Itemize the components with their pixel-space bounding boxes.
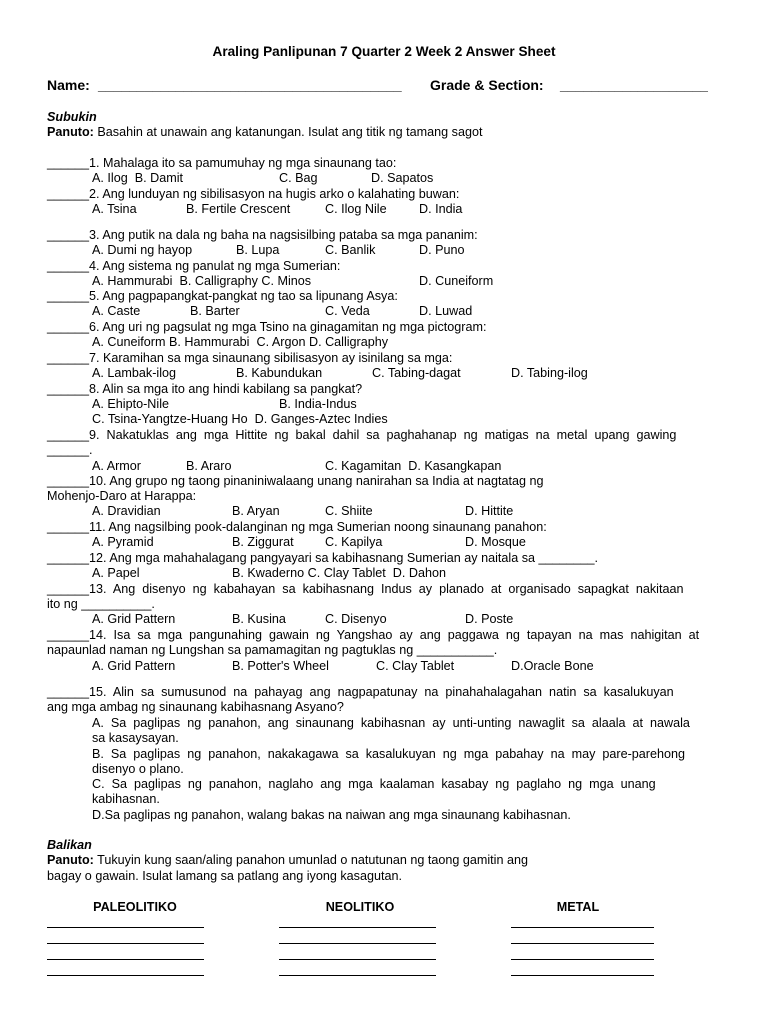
q9-choice-b: B. Araro: [186, 459, 232, 473]
name-label: Name:: [47, 77, 90, 93]
q5-choice-d: D. Luwad: [419, 304, 473, 318]
name-blank[interactable]: _______________________________________: [98, 77, 402, 93]
panuto-label: Panuto:: [47, 125, 94, 139]
q1-choice-d: D. Sapatos: [371, 171, 434, 185]
q5-choice-a: A. Caste: [92, 304, 141, 318]
q11-choice-c: C. Kapilya: [325, 535, 383, 549]
q12-choice-b-d: B. Kwaderno C. Clay Tablet D. Dahon: [232, 566, 446, 580]
paleolitiko-blank[interactable]: [47, 975, 204, 976]
q7-choice-d: D. Tabing-ilog: [511, 366, 588, 380]
q9-choice-c-d: C. Kagamitan D. Kasangkapan: [325, 459, 502, 473]
paleolitiko-blank[interactable]: [47, 927, 204, 928]
q5-choice-c: C. Veda: [325, 304, 370, 318]
question-13-cont: ito ng __________.: [47, 597, 155, 611]
q14-choice-d: D.Oracle Bone: [511, 659, 594, 673]
q3-choice-a: A. Dumi ng hayop: [92, 243, 193, 257]
column-paleolitiko: PALEOLITIKO: [93, 900, 177, 914]
question-3: ______3. Ang putik na dala ng baha na nagsisilbing pataba sa mga pananim:: [47, 228, 478, 242]
paleolitiko-blank[interactable]: [47, 943, 204, 944]
metal-blank[interactable]: [511, 959, 654, 960]
q2-choice-b: B. Fertile Crescent: [186, 202, 291, 216]
q10-choice-d: D. Hittite: [465, 504, 514, 518]
q9-choice-a: A. Armor: [92, 459, 141, 473]
question-5: ______5. Ang pagpapangkat-pangkat ng tao sa lipunang Asya:: [47, 289, 398, 303]
q13-choice-d: D. Poste: [465, 612, 514, 626]
question-14-cont: napaunlad naman ng Lungshan sa pamamagitan ng pagtuklas ng ___________.: [47, 643, 498, 657]
question-15-cont: ang mga ambag ng sinaunang kabihasnang Asyano?: [47, 700, 344, 714]
neolitiko-blank[interactable]: [279, 959, 436, 960]
q2-choice-a: A. Tsina: [92, 202, 137, 216]
q15-choice-c-line2: kabihasnan.: [92, 792, 160, 806]
page-title: Araling Panlipunan 7 Quarter 2 Week 2 Answer Sheet: [212, 44, 556, 59]
column-metal: METAL: [556, 900, 600, 914]
question-12: ______12. Ang mga mahahalagang pangyayari sa kabihasnang Sumerian ay naitala sa ________.: [47, 551, 599, 565]
metal-blank[interactable]: [511, 927, 654, 928]
question-8: ______8. Alin sa mga ito ang hindi kabilang sa pangkat?: [47, 382, 363, 396]
q8-choice-c-d: C. Tsina-Yangtze-Huang Ho D. Ganges-Aztec Indies: [92, 412, 388, 426]
q1-choice-c: C. Bag: [279, 171, 318, 185]
q14-choice-a: A. Grid Pattern: [92, 659, 176, 673]
neolitiko-blank[interactable]: [279, 943, 436, 944]
q15-choice-a-line2: sa kasaysayan.: [92, 731, 179, 745]
q10-choice-a: A. Dravidian: [92, 504, 161, 518]
q1-choice-a-b: A. Ilog B. Damit: [92, 171, 183, 185]
q3-choice-b: B. Lupa: [236, 243, 280, 257]
question-2: ______2. Ang lunduyan ng sibilisasyon na hugis arko o kalahating buwan:: [47, 187, 460, 201]
q3-choice-d: D. Puno: [419, 243, 465, 257]
question-7: ______7. Karamihan sa mga sinaunang sibilisasyon ay isinilang sa mga:: [47, 351, 453, 365]
q7-choice-c: C. Tabing-dagat: [372, 366, 461, 380]
q4-choice-d: D. Cuneiform: [419, 274, 494, 288]
metal-blank[interactable]: [511, 975, 654, 976]
q8-choice-a: A. Ehipto-Nile: [92, 397, 169, 411]
question-10-cont: Mohenjo-Daro at Harappa:: [47, 489, 197, 503]
question-14: ______14. Isa sa mga pangunahing gawain ng Yangshao ay ang paggawa ng tapayan na mas nahigitan at: [47, 628, 700, 642]
balikan-heading: Balikan: [47, 838, 92, 852]
q10-choice-c: C. Shiite: [325, 504, 373, 518]
q15-choice-b-line2: disenyo o plano.: [92, 762, 184, 776]
balikan-instructions-cont: bagay o gawain. Isulat lamang sa patlang ang iyong kasagutan.: [47, 869, 402, 883]
balikan-panuto-text: Tukuyin kung saan/aling panahon umunlad o natutunan ng taong gamitin ang: [93, 853, 528, 867]
panuto-text: Basahin at unawain ang katanungan. Isulat ang titik ng tamang sagot: [93, 125, 483, 139]
q3-choice-c: C. Banlik: [325, 243, 376, 257]
q12-choice-a: A. Papel: [92, 566, 140, 580]
q15-choice-b-line1: B. Sa paglipas ng panahon, nakakagawa sa kasalukuyan ng mga pabahay na may pare-parehong: [92, 747, 686, 761]
q7-choice-a: A. Lambak-ilog: [92, 366, 176, 380]
q15-choice-a-line1: A. Sa paglipas ng panahon, ang sinaunang kabihasnan ay unti-unting nawaglit sa alaala at nawala: [92, 716, 690, 730]
subukin-instructions: [47, 125, 482, 140]
q13-choice-a: A. Grid Pattern: [92, 612, 176, 626]
q6-choices: A. Cuneiform B. Hammurabi C. Argon D. Calligraphy: [92, 335, 389, 349]
grade-section-label: Grade & Section:: [430, 77, 544, 93]
q4-choice-a-c: A. Hammurabi B. Calligraphy C. Minos: [92, 274, 312, 288]
q7-choice-b: B. Kabundukan: [236, 366, 323, 380]
question-4: ______4. Ang sistema ng panulat ng mga Sumerian:: [47, 259, 341, 273]
grade-section-blank[interactable]: ___________________: [560, 77, 708, 93]
q15-choice-c-line1: C. Sa paglipas ng panahon, naglaho ang mga kaalaman kasabay ng paglaho ng mga unang: [92, 777, 656, 791]
column-neolitiko: NEOLITIKO: [325, 900, 395, 914]
q2-choice-c: C. Ilog Nile: [325, 202, 387, 216]
q15-choice-d: D.Sa paglipas ng panahon, walang bakas na naiwan ang mga sinaunang kabihasnan.: [92, 808, 571, 822]
q11-choice-b: B. Ziggurat: [232, 535, 294, 549]
q5-choice-b: B. Barter: [190, 304, 240, 318]
question-6: ______6. Ang uri ng pagsulat ng mga Tsino na ginagamitan ng mga pictogram:: [47, 320, 487, 334]
question-10: ______10. Ang grupo ng taong pinaniniwalaang unang nanirahan sa India at nagtatag ng: [47, 474, 544, 488]
neolitiko-blank[interactable]: [279, 927, 436, 928]
question-11: ______11. Ang nagsilbing pook-dalanginan ng mga Sumerian noong sinaunang panahon:: [47, 520, 547, 534]
subukin-heading: Subukin: [47, 110, 97, 124]
q14-choice-c: C. Clay Tablet: [376, 659, 455, 673]
paleolitiko-blank[interactable]: [47, 959, 204, 960]
q2-choice-d: D. India: [419, 202, 463, 216]
q14-choice-b: B. Potter's Wheel: [232, 659, 329, 673]
question-15: ______15. Alin sa sumusunod na pahayag ang nagpapatunay na pinahahalagahan natin sa kasalukuyan: [47, 685, 674, 699]
q11-choice-d: D. Mosque: [465, 535, 526, 549]
q10-choice-b: B. Aryan: [232, 504, 280, 518]
q13-choice-b: B. Kusina: [232, 612, 286, 626]
q11-choice-a: A. Pyramid: [92, 535, 154, 549]
balikan-panuto-label: Panuto:: [47, 853, 94, 867]
balikan-instructions: [47, 853, 528, 868]
neolitiko-blank[interactable]: [279, 975, 436, 976]
question-13: ______13. Ang disenyo ng kabahayan sa kabihasnang Indus ay planado at organisado sapagkat nakitaan: [47, 582, 684, 596]
q8-choice-b: B. India-Indus: [279, 397, 357, 411]
q13-choice-c: C. Disenyo: [325, 612, 387, 626]
question-1: ______1. Mahalaga ito sa pamumuhay ng mga sinaunang tao:: [47, 156, 397, 170]
question-9-blank: ______.: [47, 443, 93, 457]
metal-blank[interactable]: [511, 943, 654, 944]
question-9: ______9. Nakatuklas ang mga Hittite ng bakal dahil sa paghahanap ng matigas na metal upang gawing: [47, 428, 677, 442]
